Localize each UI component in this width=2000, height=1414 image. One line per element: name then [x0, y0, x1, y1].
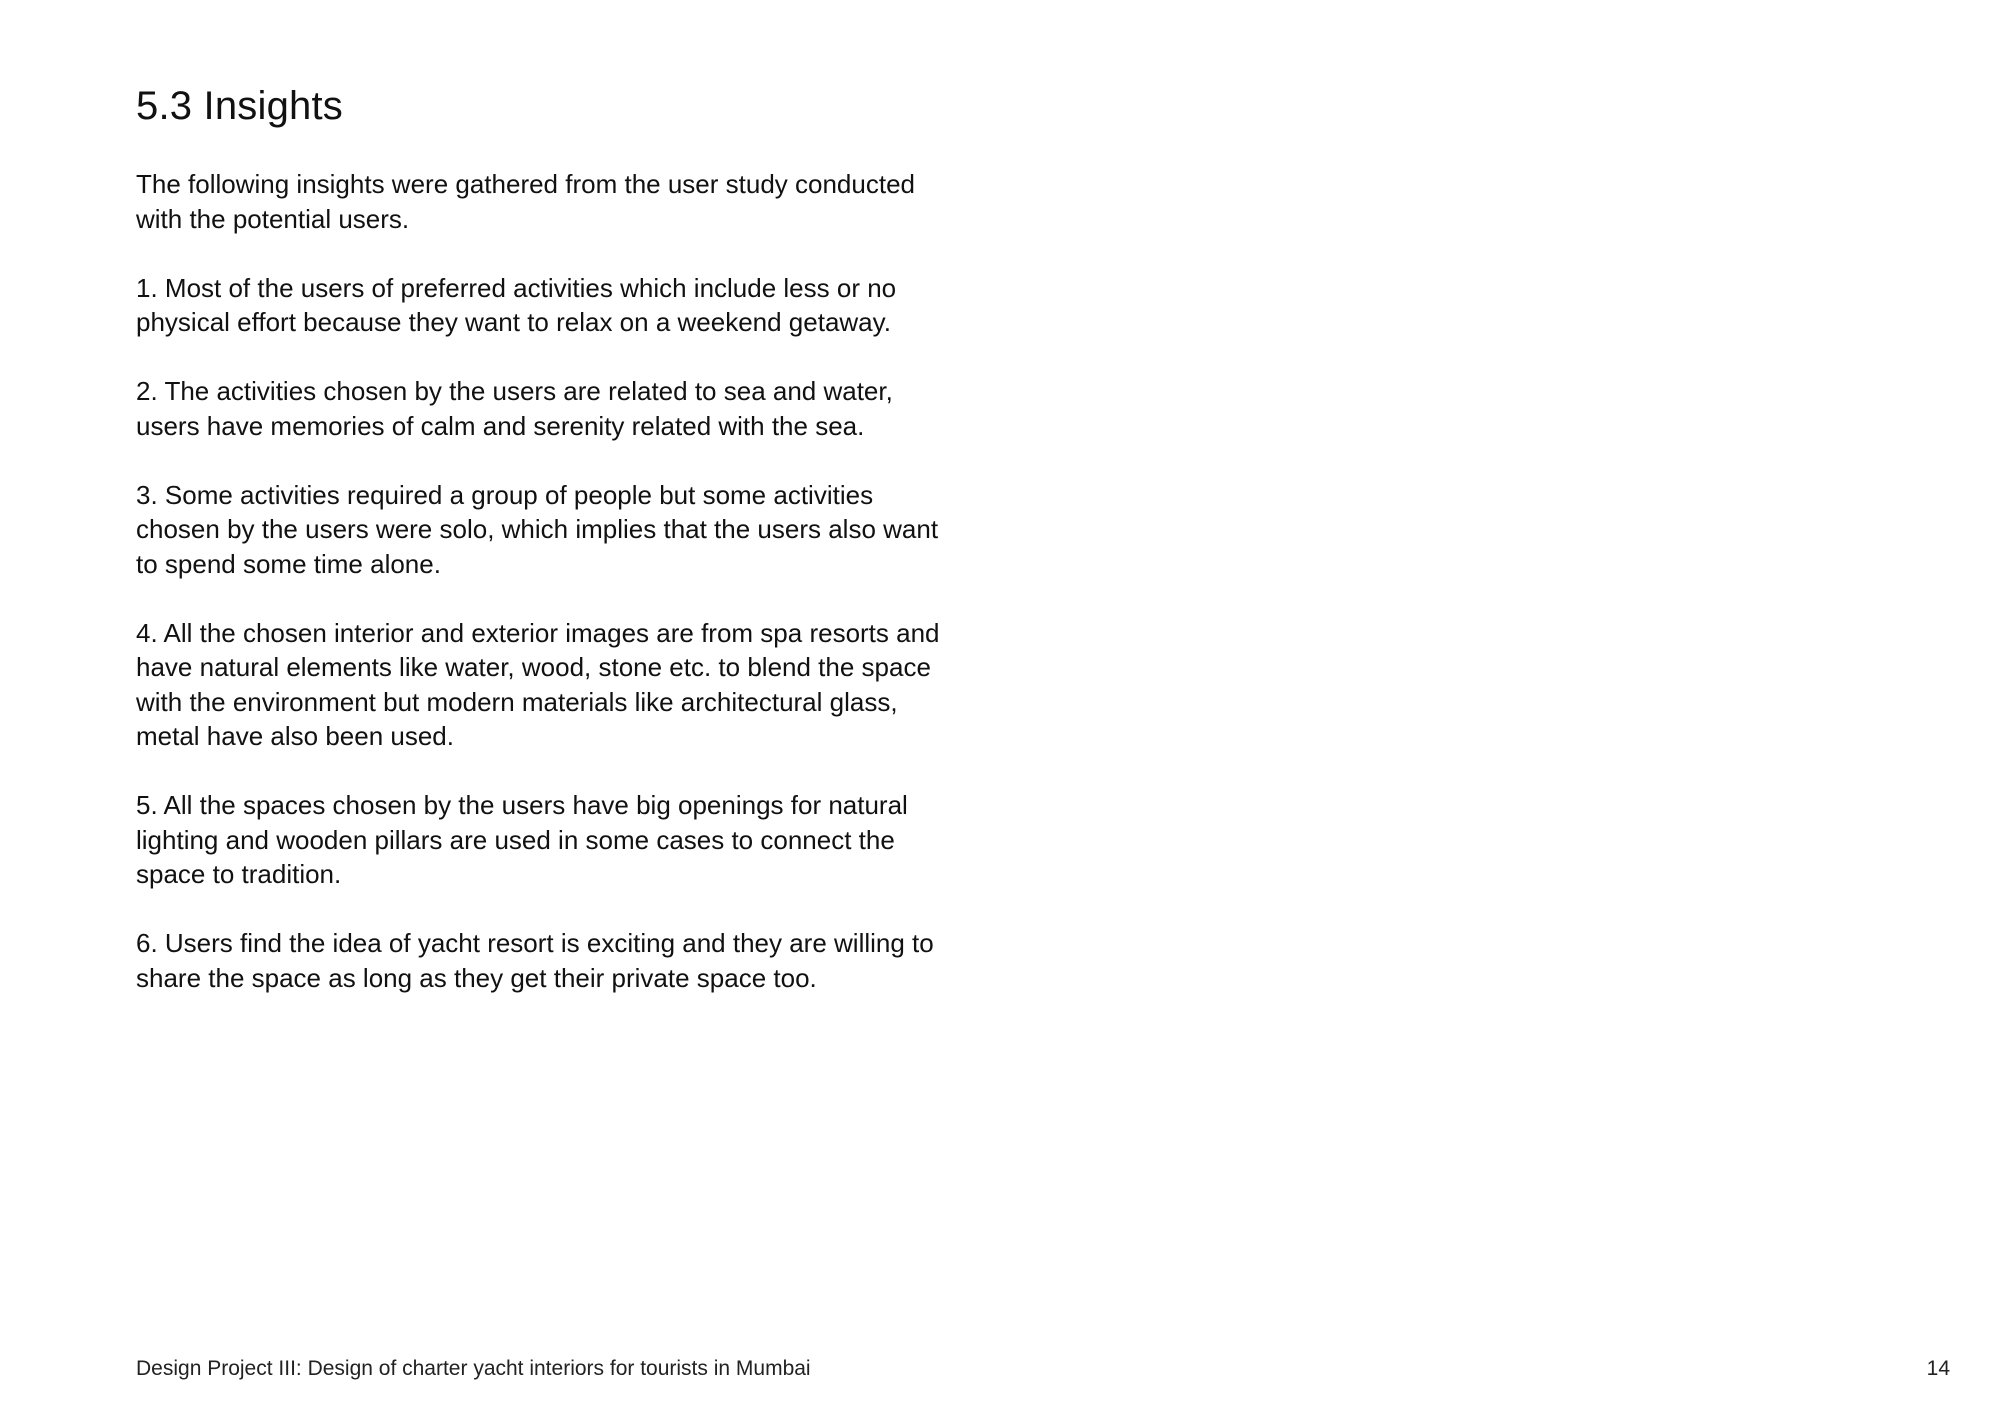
insight-item-1: 1. Most of the users of preferred activities which include less or no physical effort because they want to relax on a weekend getaway.: [136, 272, 897, 337]
insight-item-4: 4. All the chosen interior and exterior images are from spa resorts and have natural elements like water, wood, stone etc. to blend the space with the environment but modern materials like architectural glass, metal have also been used.: [136, 617, 940, 751]
insight-item-5: 5. All the spaces chosen by the users have big openings for natural lighting and wooden pillars are used in some cases to connect the space to tradition.: [136, 790, 908, 889]
footer-project-title: Design Project III: Design of charter yacht interiors for tourists in Mumbai: [136, 1357, 811, 1380]
intro-paragraph: The following insights were gathered from the user study conducted with the potential users.: [136, 169, 915, 234]
section-heading: 5.3 Insights: [136, 84, 343, 128]
page-number: 14: [1926, 1357, 1950, 1380]
insight-item-6: 6. Users find the idea of yacht resort is exciting and they are willing to share the space as long as they get their private space too.: [136, 928, 934, 993]
insight-item-2: 2. The activities chosen by the users are related to sea and water, users have memories of calm and serenity related with the sea.: [136, 376, 893, 441]
insight-item-3: 3. Some activities required a group of people but some activities chosen by the users were solo, which implies that the users also want to spend some time alone.: [136, 479, 939, 579]
main-content: [136, 80, 1036, 995]
